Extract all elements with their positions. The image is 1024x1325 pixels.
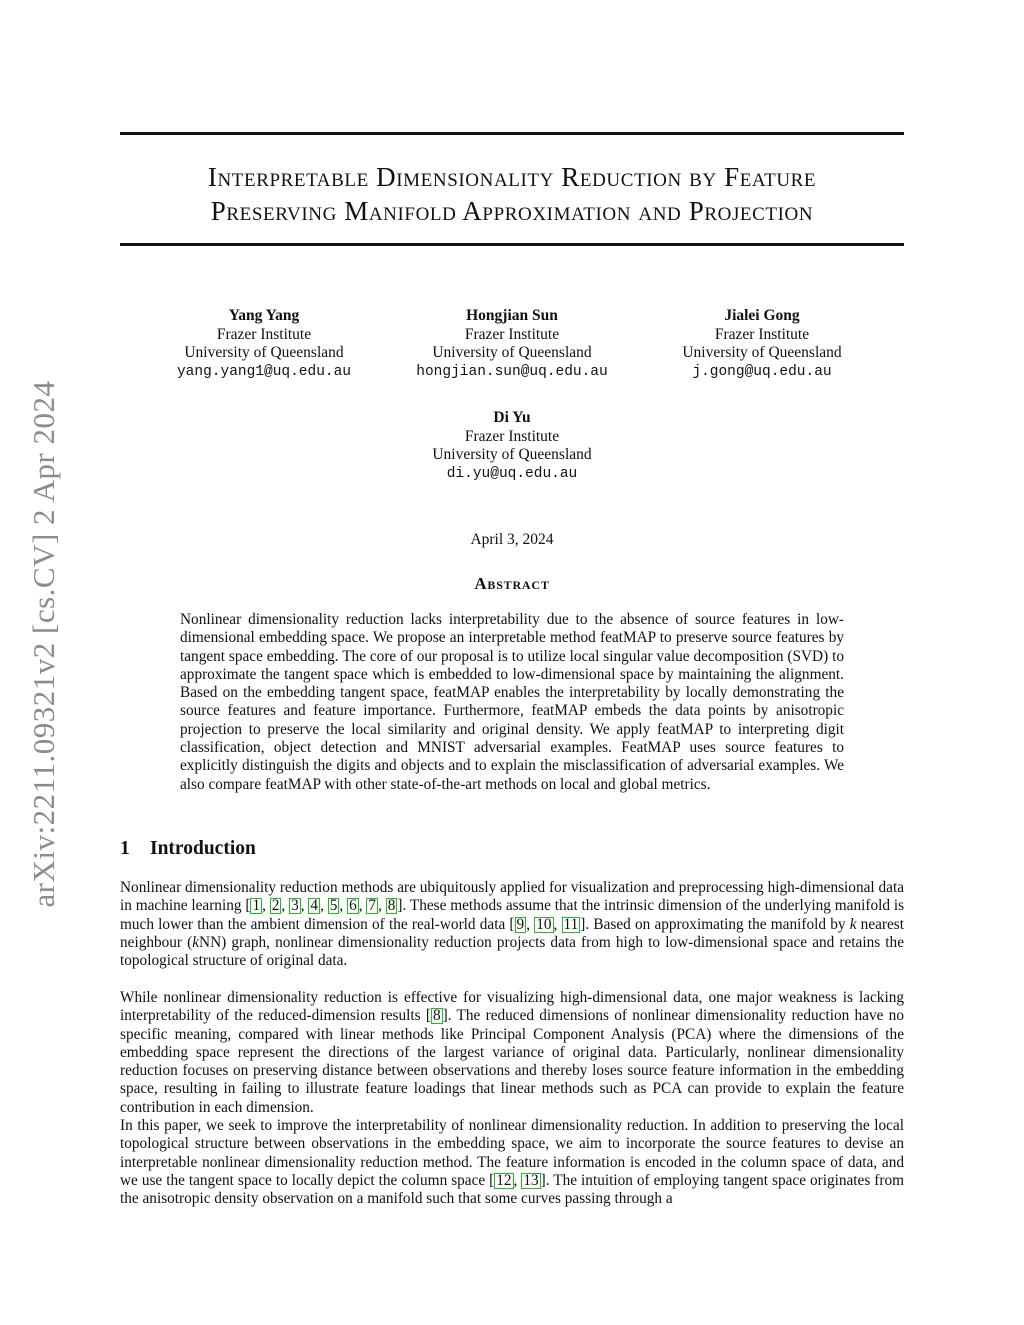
paragraph-text: ]. The intuition of employing tangent space originates from the anisotropic density observation on a manifold such that some curves passing through a <box>120 1171 904 1208</box>
paragraph-text: In this paper, we seek to improve the interpretability of nonlinear dimensionality reduction. In addition to preserving the local topological structure between observations in the embedding space, we aim to incorporate the source features to devise an interpretable nonlinear dimensionality reduction method. The feature information is encoded in the column space of data, and we use the tangent space to locally depict the column space [ <box>120 1117 904 1189</box>
paragraph-text: nearest neighbour ( <box>120 915 904 951</box>
author-institute: Frazer Institute <box>216 325 312 343</box>
citation-link[interactable]: 5 <box>329 897 338 915</box>
paragraph-text: While nonlinear dimensionality reduction is effective for visualizing high-dimensional data, one major weakness is lacking interpretability of the reduced-dimension results [ <box>120 989 904 1025</box>
citation-link[interactable]: 1 <box>252 897 261 915</box>
citation-group: 1 , 2 , 3 , 4 , 5 , 6 , 7 , 8 <box>252 897 396 915</box>
author-university: University of Queensland <box>432 446 592 463</box>
math-k: k <box>849 915 857 933</box>
publication-date: April 3, 2024 <box>470 531 554 548</box>
paragraph-text: ]. Based on approximating the manifold by <box>580 915 850 933</box>
citation-link[interactable]: 11 <box>563 915 579 933</box>
citation-group <box>431 1007 443 1024</box>
citation-link[interactable]: 13 <box>523 1171 539 1189</box>
citation-link[interactable]: 4 <box>310 897 319 915</box>
citation-link[interactable]: 12 <box>496 1171 512 1189</box>
title-rule-bottom <box>120 243 904 246</box>
citation-link[interactable]: 3 <box>291 897 299 915</box>
author-email[interactable]: hongjian.sun@uq.edu.au <box>416 363 608 380</box>
intro-paragraph-2 <box>120 989 904 1117</box>
citation-link[interactable]: 8 <box>387 897 396 915</box>
author-university: University of Queensland <box>432 344 592 361</box>
paragraph-text: Nonlinear dimensionality reduction methods are ubiquitously applied for visualization and preprocessing high-dimensional data in machine learning [ <box>120 879 904 915</box>
paragraph-text: NN) graph, nonlinear dimensionality reduction projects data from high to low-dimensional space and retains the topological structure of original data. <box>120 933 904 970</box>
author-email[interactable]: yang.yang1@uq.edu.au <box>176 363 352 380</box>
citation-link[interactable]: 6 <box>349 897 357 915</box>
intro-paragraph-1 <box>120 879 904 970</box>
author-name: Yang Yang <box>228 307 300 324</box>
paper-title-line-2: Preserving Manifold Approximation and Projection <box>210 196 814 226</box>
author-university: University of Queensland <box>682 344 842 361</box>
abstract-text: Nonlinear dimensionality reduction lacks interpretability due to the absence of source features in low-dimensional embedding space. We propose an interpretable method featMAP to preserve source features by tangent space embedding. The core of our proposal is to utilize local singular value decomposition (SVD) to approximate the tangent space which is embedded to low-dimensional space by maintaining the alignment. Based on the embedding tangent space, featMAP enables the interpretability by locally demonstrating the source features and feature importance. Furthermore, featMAP embeds the data points by anisotropic projection to preserve the local similarity and original density. We apply featMAP to interpreting digit classification, object detection and MNIST adversarial examples. FeatMAP uses source features to explicitly distinguish the digits and objects and to explain the misclassification of adversarial examples. We also compare featMAP with other state-of-the-art methods on local and global metrics. <box>180 611 844 793</box>
author-block <box>662 307 862 381</box>
arxiv-identifier: arXiv:2211.09321v2 [cs.CV] 2 Apr 2024 <box>26 380 61 908</box>
author-institute: Frazer Institute <box>464 427 560 445</box>
section-heading-introduction <box>120 838 256 860</box>
abstract-heading: Abstract <box>474 574 550 593</box>
author-email[interactable]: j.gong@uq.edu.au <box>692 363 832 380</box>
title-rule-top <box>120 132 904 135</box>
author-name: Jialei Gong <box>724 307 800 324</box>
author-block <box>164 307 364 381</box>
citation-link[interactable]: 7 <box>368 897 377 915</box>
author-block <box>412 409 612 483</box>
paragraph-text: ]. These methods assume that the intrinsic dimension of the underlying manifold is much lower than the ambient dimension of the real-world data [ <box>120 897 905 933</box>
author-name: Di Yu <box>493 409 531 426</box>
paper-title <box>120 160 904 228</box>
section-title: Introduction <box>150 838 256 859</box>
intro-paragraph-3 <box>120 1117 904 1208</box>
math-k: k <box>192 933 200 951</box>
author-university: University of Queensland <box>184 344 344 361</box>
citation-link[interactable]: 2 <box>271 897 280 915</box>
author-name: Hongjian Sun <box>466 307 558 324</box>
author-institute: Frazer Institute <box>714 325 810 343</box>
citation-link[interactable]: 8 <box>432 1007 441 1025</box>
author-email[interactable]: di.yu@uq.edu.au <box>446 465 578 482</box>
citation-group: 9 , 10 , 11 <box>516 915 579 933</box>
section-number: 1 <box>120 838 130 859</box>
author-institute: Frazer Institute <box>464 325 560 343</box>
paragraph-text: ]. The reduced dimensions of nonlinear dimensionality reduction have no specific meaning, compared with linear methods like Principal Component Analysis (PCA) where the dimensions of the embedding space represent the directions of the largest variance of original data. Particularly, nonlinear dimensionality reduction focuses on preserving distance between observations and thereby loses source feature information in the embedding space, resulting in failing to illustrate feature loadings that linear methods such as PCA can provide to explain the feature contribution in each dimension. <box>120 1007 904 1116</box>
citation-link[interactable]: 10 <box>536 915 552 933</box>
citation-link[interactable]: 9 <box>516 915 525 933</box>
author-block <box>412 307 612 381</box>
citation-group: 12 , 13 <box>496 1171 539 1189</box>
paper-title-line-1: Interpretable Dimensionality Reduction by Feature <box>207 162 817 192</box>
